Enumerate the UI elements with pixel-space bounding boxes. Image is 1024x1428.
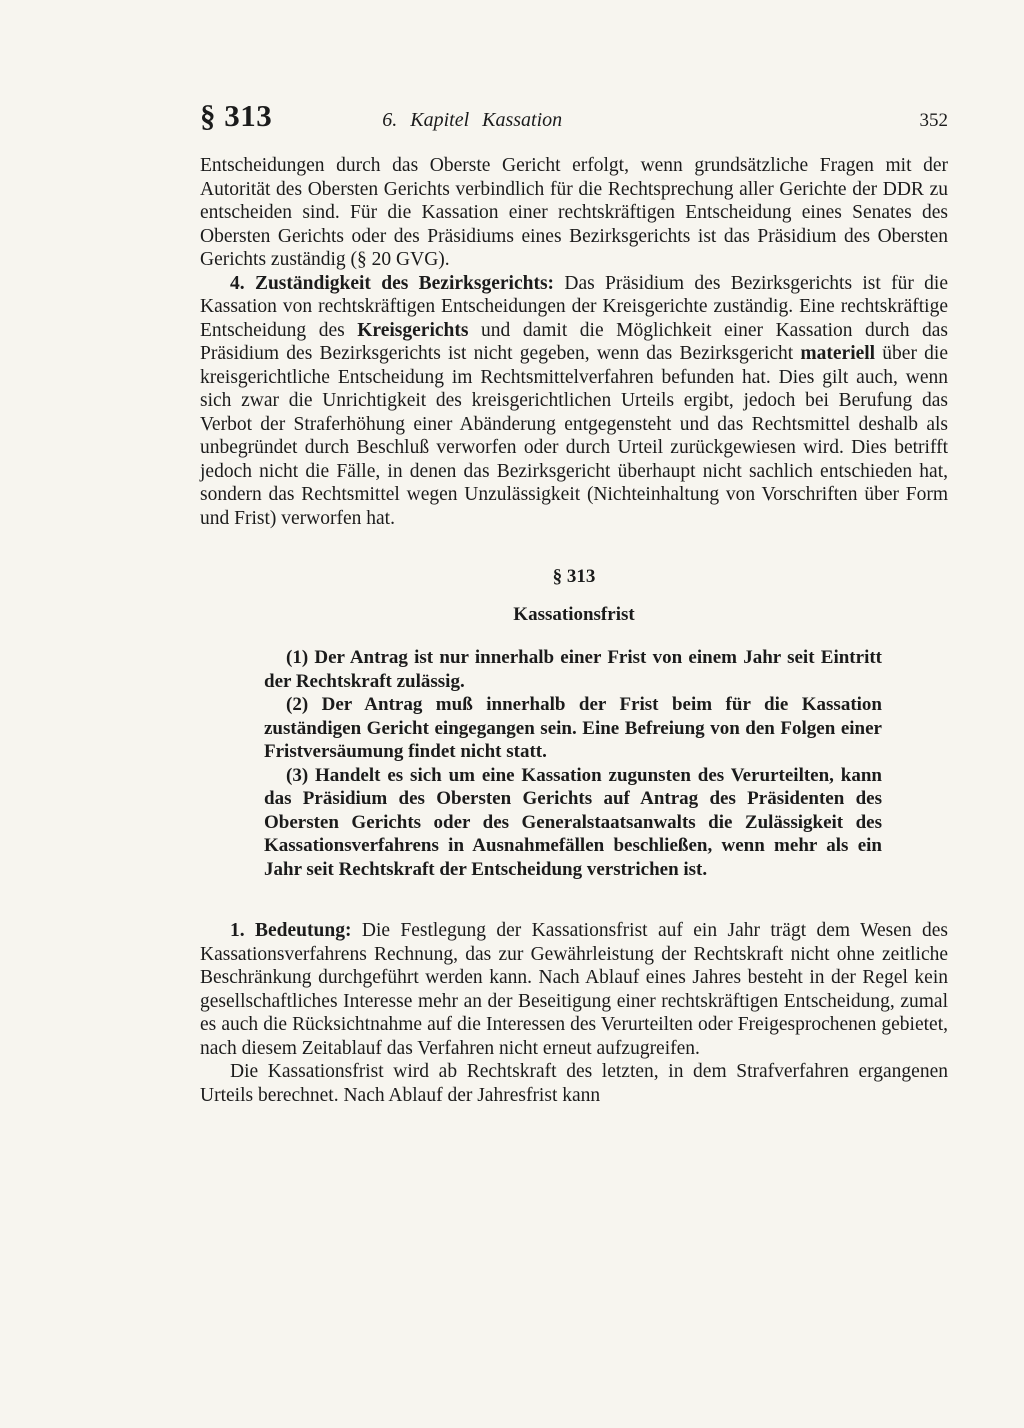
paragraph-number: § 313 [552,566,596,587]
note-4-text-1: Das Präsidium des Bezirksgerichts ist für die Kassation von rechtskräftigen Entscheidungen der Kreisgerichte zuständig. Eine rechtskräftige Entscheidung des [200,272,949,341]
running-head [200,98,948,154]
note-1-paragraph [200,919,948,1060]
chapter-title: 6. Kapitel Kassation [382,109,563,131]
paragraph-title: Kassationsfrist [513,604,635,625]
note-1-continuation: Die Kassationsfrist wird ab Rechtskraft des letzten, in dem Strafverfahren ergangenen Urteils berechnet. Nach Ablauf der Jahresfrist kann [200,1061,948,1106]
subsection-3: (3) Handelt es sich um eine Kassation zugunsten des Verurteilten, kann das Präsidium des Obersten Gerichts auf Antrag des Präsidenten des Obersten Gerichts oder des Generalstaatsanwalts die Zulässigkeit des Kassationsverfahrens in Ausnahmefällen beschließen, wenn mehr als ein Jahr seit Rechtskraft der Entscheidung verstrichen ist. [264,764,882,880]
note-4-lead: 4. Zuständigkeit des Bezirksgerichts: [230,272,555,294]
note-4-text-3: über die kreisgerichtliche Entscheidung im Rechtsmittelverfahren befunden hat. Dies gilt auch, wenn sich zwar die Unrichtigkeit des kreisgerichtlichen Urteils ergibt, jedoch bei Berufung das Verbot der Straferhöhung einer Abänderung entgegensteht und das Rechtsmittel deshalb als unbegründet durch Beschluß verworfen oder durch Urteil zurückgewiesen wird. Dies betrifft jedoch nicht die Fälle, in denen das Bezirksgericht überhaupt nicht sachlich entschieden hat, sondern das Rechtsmittel wegen Unzulässigkeit (Nichteinhaltung von Vorschriften über Form und Frist) verworfen hat. [200,343,948,529]
note-4-paragraph [200,272,948,531]
subsection-1: (1) Der Antrag ist nur innerhalb einer Frist von einem Jahr seit Eintritt der Rechtskraft zulässig. [264,647,882,692]
spacer [200,881,948,919]
statute-text [264,646,882,881]
section-mark: § 313 [200,98,273,133]
continuation-paragraph: Entscheidungen durch das Oberste Gericht erfolgt, wenn grundsätzliche Fragen mit der Autorität des Obersten Gerichts verbindlich für die Rechtsprechung aller Gerichte der DDR zu entscheiden sind. Für die Kassation einer rechtskräftigen Entscheidung eines Senates des Obersten Gerichts oder des Präsidiums eines Bezirksgerichts ist das Präsidium des Obersten Gerichts zuständig (§ 20 GVG). [200,155,948,270]
note-4-emph-kreisgerichts: Kreisgerichts [357,319,469,341]
page-number: 352 [919,110,948,131]
note-4-text-2: und damit die Möglichkeit einer Kassation durch das Präsidium des Bezirksgerichts ist nicht gegeben, wenn das Bezirksgericht [200,319,949,364]
note-1-lead: 1. Bedeutung: [230,920,352,941]
note-1-text: Die Festlegung der Kassationsfrist auf ein Jahr trägt dem Wesen des Kassationsverfahrens Rechnung, das zur Gewährleistung der Rechtskraft nicht ohne zeitliche Beschränkung durchgeführt werden kann. Nach Ablauf eines Jahres besteht in der Regel kein gesellschaftliches Interesse mehr an der Beseitigung einer rechtskräftigen Entscheidung, zumal es auch die Rücksichtnahme auf die Interessen des Verurteilten oder Freigesprochenen gebietet, nach diesem Zeitablauf das Verfahren nicht erneut aufzugreifen. [200,920,949,1059]
subsection-2: (2) Der Antrag muß innerhalb der Frist beim für die Kassation zuständigen Gericht eingegangen sein. Eine Befreiung von den Folgen einer Fristversäumung findet nicht statt. [264,694,882,762]
note-4-emph-materiell: materiell [800,343,876,364]
